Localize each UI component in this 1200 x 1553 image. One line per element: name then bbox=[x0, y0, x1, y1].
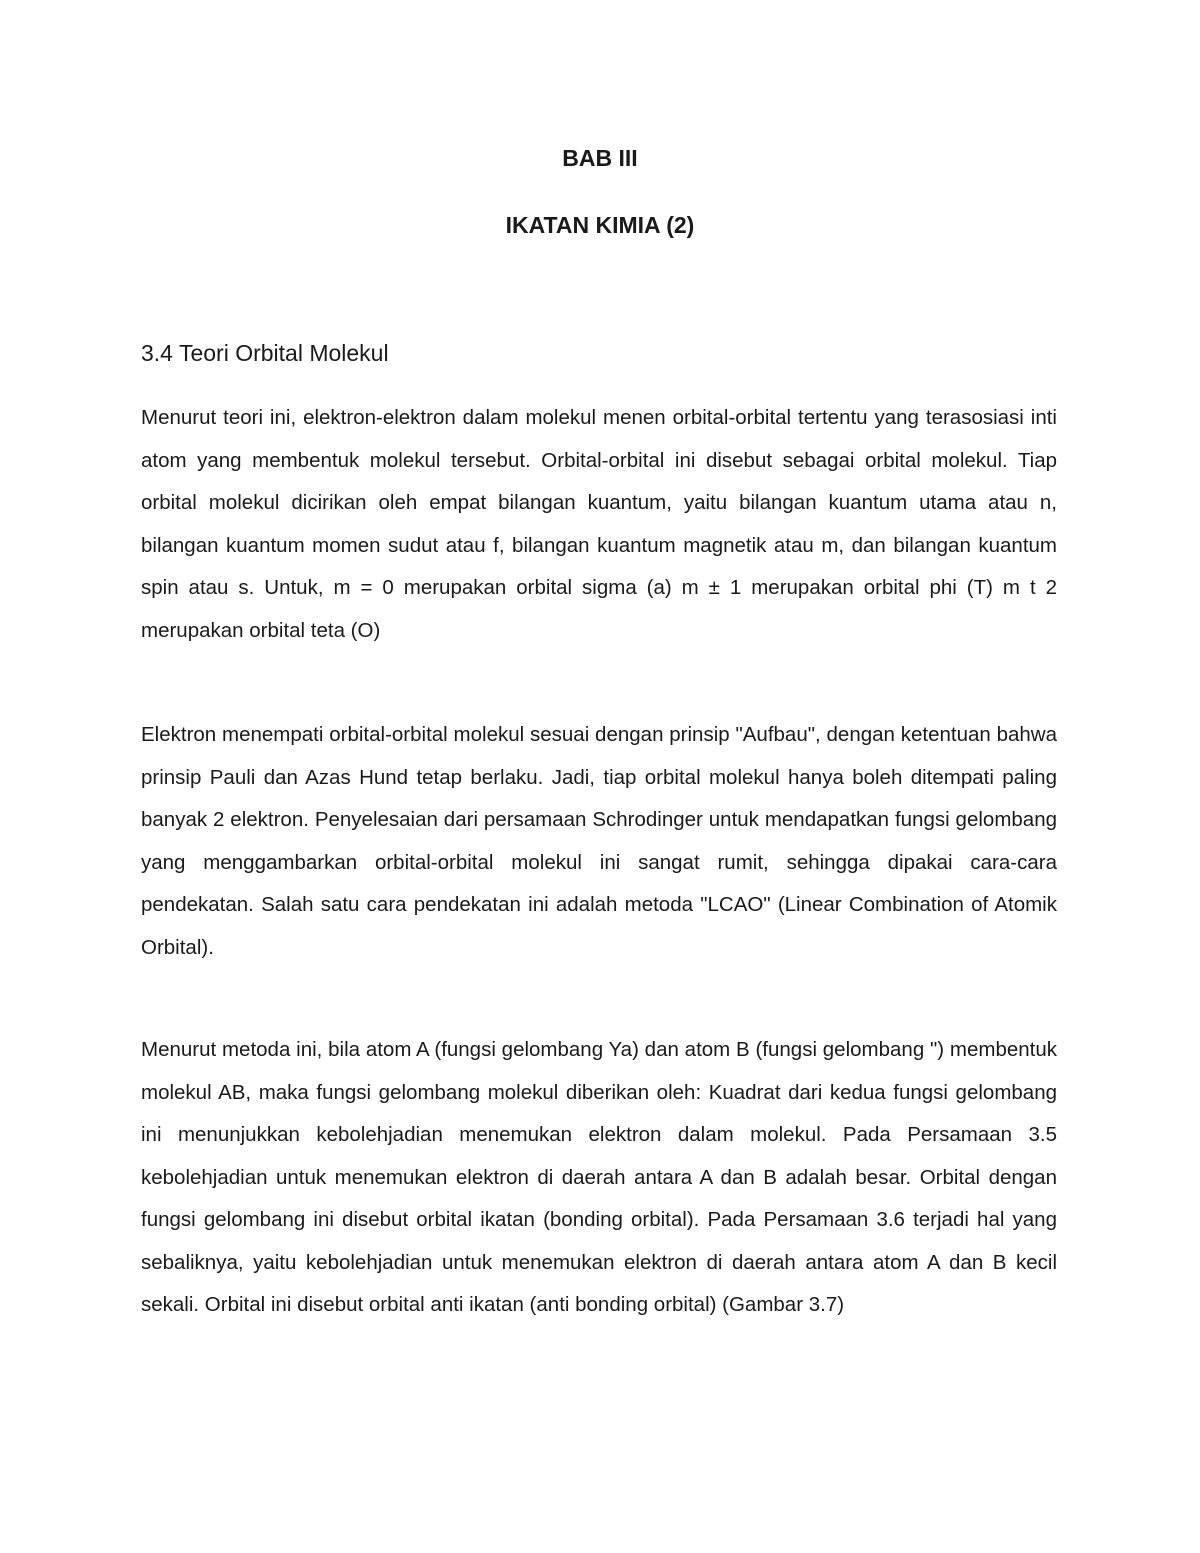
chapter-number: BAB III bbox=[562, 145, 638, 171]
paragraph: Menurut metoda ini, bila atom A (fungsi gelombang Ya) dan atom B (fungsi gelombang ") membentuk molekul AB, maka fungsi gelombang molekul diberikan oleh: Kuadrat dari kedua fungsi gelombang ini menunjukkan kebolehjadian menemukan elektron dalam molekul. Pada Persamaan 3.5 kebolehjadian untuk menemukan elektron di daerah antara A dan B adalah besar. Orbital dengan fungsi gelombang ini disebut orbital ikatan (bonding orbital). Pada Persamaan 3.6 terjadi hal yang sebaliknya, yaitu kebolehjadian untuk menemukan elektron di daerah antara atom A dan B kecil sekali. Orbital ini disebut orbital anti ikatan (anti bonding orbital) (Gambar 3.7) bbox=[141, 1038, 1057, 1316]
section-heading: 3.4 Teori Orbital Molekul bbox=[141, 340, 389, 366]
chapter-title: IKATAN KIMIA (2) bbox=[505, 212, 695, 238]
paragraph: Elektron menempati orbital-orbital molekul sesuai dengan prinsip "Aufbau", dengan ketentuan bahwa prinsip Pauli dan Azas Hund tetap berlaku. Jadi, tiap orbital molekul hanya boleh ditempati paling banyak 2 elektron. Penyelesaian dari persamaan Schrodinger untuk mendapatkan fungsi gelombang yang menggambarkan orbital-orbital molekul ini sangat rumit, sehingga dipakai cara-cara pendekatan. Salah satu cara pendekatan ini adalah metoda "LCAO" (Linear Combination of Atomik Orbital). bbox=[141, 723, 1057, 959]
paragraph: Menurut teori ini, elektron-elektron dalam molekul menen orbital-orbital tertentu yang terasosiasi inti atom yang membentuk molekul tersebut. Orbital-orbital ini disebut sebagai orbital molekul. Tiap orbital molekul dicirikan oleh empat bilangan kuantum, yaitu bilangan kuantum utama atau n, bilangan kuantum momen sudut atau f, bilangan kuantum magnetik atau m, dan bilangan kuantum spin atau s. Untuk, m = 0 merupakan orbital sigma (a) m ± 1 merupakan orbital phi (T) m t 2 merupakan orbital teta (O) bbox=[141, 406, 1057, 642]
